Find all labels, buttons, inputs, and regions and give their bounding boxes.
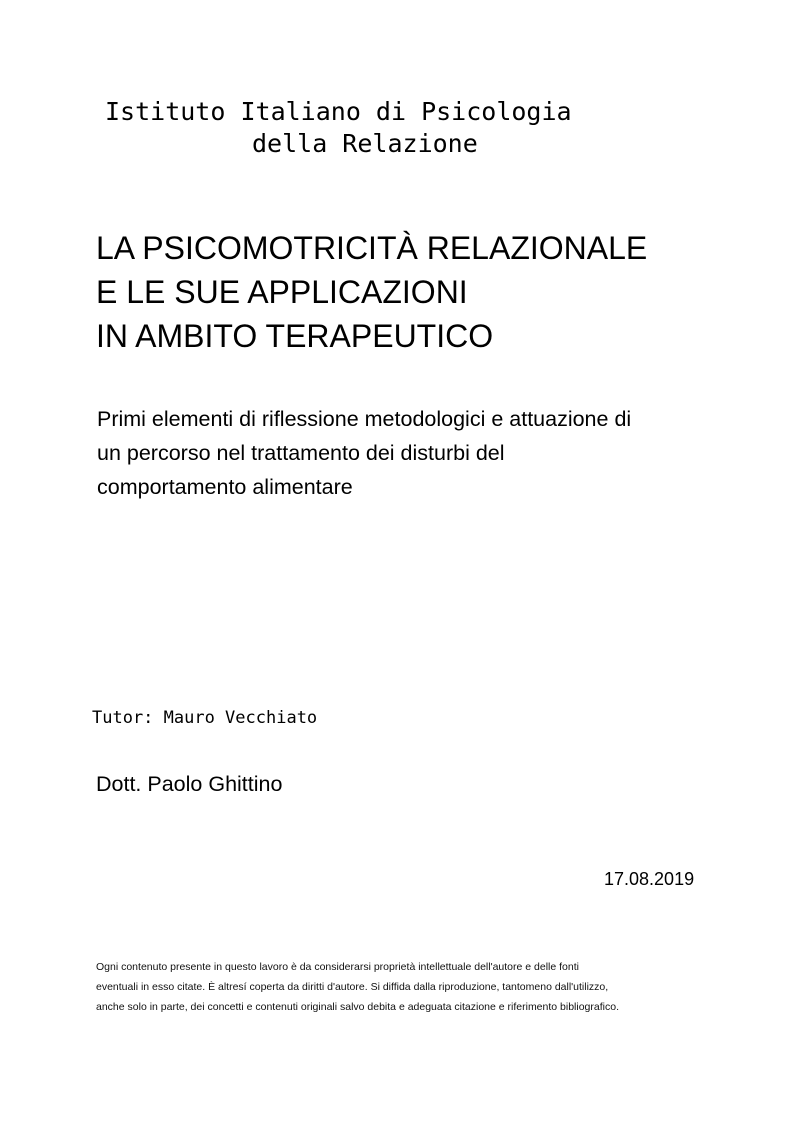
document-date: 17.08.2019 bbox=[604, 869, 695, 889]
disclaimer-line-2: eventuali in esso citate. È altresí coperta da diritti d'autore. Si diffida dalla riproduzione, tantomeno dall'utilizzo, bbox=[96, 981, 609, 993]
tutor-name: Tutor: Mauro Vecchiato bbox=[92, 708, 318, 728]
subtitle-line-2: un percorso nel trattamento dei disturbi del bbox=[97, 441, 505, 465]
institute-name-line-1: Istituto Italiano di Psicologia bbox=[105, 97, 572, 126]
disclaimer-line-1: Ogni contenuto presente in questo lavoro è da considerarsi proprietà intellettuale dell'autore e delle fonti bbox=[96, 961, 579, 973]
subtitle-line-3: comportamento alimentare bbox=[97, 475, 353, 499]
title-line-3: IN AMBITO TERAPEUTICO bbox=[96, 318, 494, 354]
author-name: Dott. Paolo Ghittino bbox=[96, 772, 283, 796]
institute-name-line-2: della Relazione bbox=[252, 129, 478, 158]
title-line-2: E LE SUE APPLICAZIONI bbox=[96, 274, 468, 310]
title-line-1: LA PSICOMOTRICITÀ RELAZIONALE bbox=[96, 230, 648, 266]
subtitle-line-1: Primi elementi di riflessione metodologici e attuazione di bbox=[97, 407, 632, 431]
disclaimer-line-3: anche solo in parte, dei concetti e contenuti originali salvo debita e adeguata citazione e riferimento bibliografico. bbox=[96, 1001, 619, 1013]
